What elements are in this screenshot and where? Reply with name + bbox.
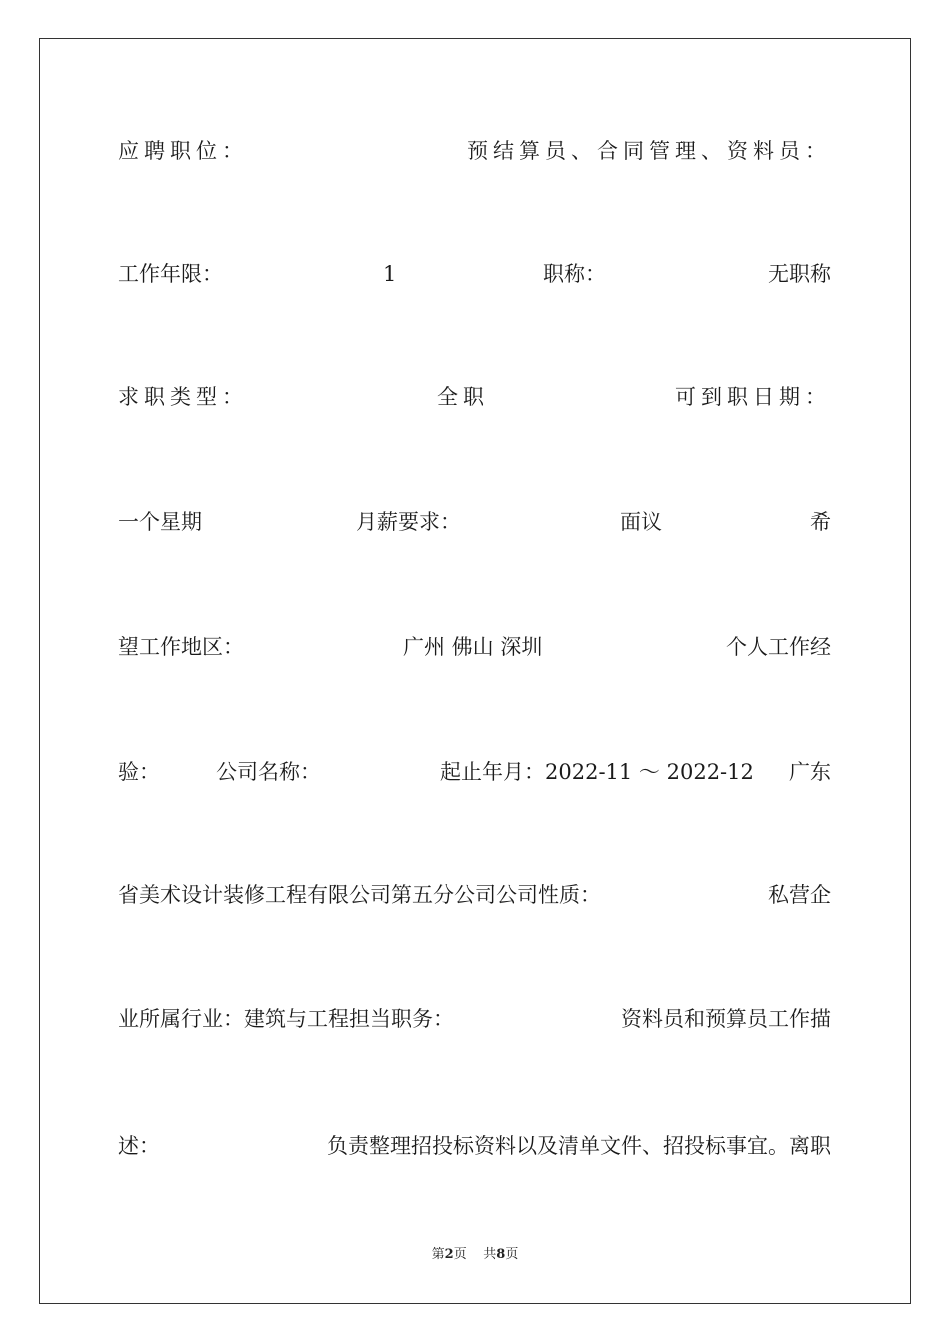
line-company-name xyxy=(118,880,831,910)
footer-page-number: 2 xyxy=(444,1247,454,1262)
label-title: 职称： xyxy=(543,262,606,286)
footer-total-suffix: 页 xyxy=(505,1247,519,1262)
value-start-date: 一个星期 xyxy=(118,510,202,534)
label-work-years: 工作年限： xyxy=(118,262,223,286)
line-company xyxy=(118,757,831,787)
value-period: 起止年月：2022-11 ～ 2022-12 xyxy=(440,760,754,784)
line-description xyxy=(118,1131,831,1161)
label-start-date: 可到职日期： xyxy=(675,385,831,409)
value-company-start: 广东 xyxy=(789,760,831,784)
label-description-end: 述： xyxy=(118,1134,160,1158)
footer-total-number: 8 xyxy=(496,1247,506,1262)
line-salary xyxy=(118,507,831,537)
line-job-type xyxy=(118,382,831,412)
line-position xyxy=(118,136,831,166)
line-industry xyxy=(118,1004,831,1034)
label-experience-start: 个人工作经 xyxy=(726,635,831,659)
label-job-type: 求职类型： xyxy=(118,385,248,409)
page-border xyxy=(39,38,911,1304)
value-company-name: 省美术设计装修工程有限公司第五分公司公司性质： xyxy=(118,883,601,907)
label-location-start: 希 xyxy=(810,510,831,534)
label-salary: 月薪要求： xyxy=(356,510,461,534)
value-location: 广州 佛山 深圳 xyxy=(403,635,543,659)
value-role: 资料员和预算员工作描 xyxy=(621,1007,831,1031)
value-position: 预结算员、合同管理、资料员： xyxy=(467,139,831,163)
label-location: 望工作地区： xyxy=(118,635,244,659)
footer-total-prefix: 共 xyxy=(483,1247,497,1262)
value-company-type-start: 私营企 xyxy=(768,883,831,907)
line-location xyxy=(118,632,831,662)
footer-page-suffix: 页 xyxy=(453,1247,467,1262)
line-work-years xyxy=(118,259,831,289)
value-title: 无职称 xyxy=(768,262,831,286)
footer-page-prefix: 第 xyxy=(431,1247,445,1262)
value-salary: 面议 xyxy=(620,510,662,534)
value-description: 负责整理招投标资料以及清单文件、招投标事宜。离职 xyxy=(327,1134,831,1158)
label-position: 应聘职位： xyxy=(118,139,248,163)
value-work-years: 1 xyxy=(383,262,397,286)
value-industry: 业所属行业：建筑与工程担当职务： xyxy=(118,1007,454,1031)
value-job-type: 全职 xyxy=(437,385,489,409)
label-experience-end: 验： xyxy=(118,760,160,784)
page-footer xyxy=(0,1246,950,1264)
label-company: 公司名称： xyxy=(216,760,321,784)
